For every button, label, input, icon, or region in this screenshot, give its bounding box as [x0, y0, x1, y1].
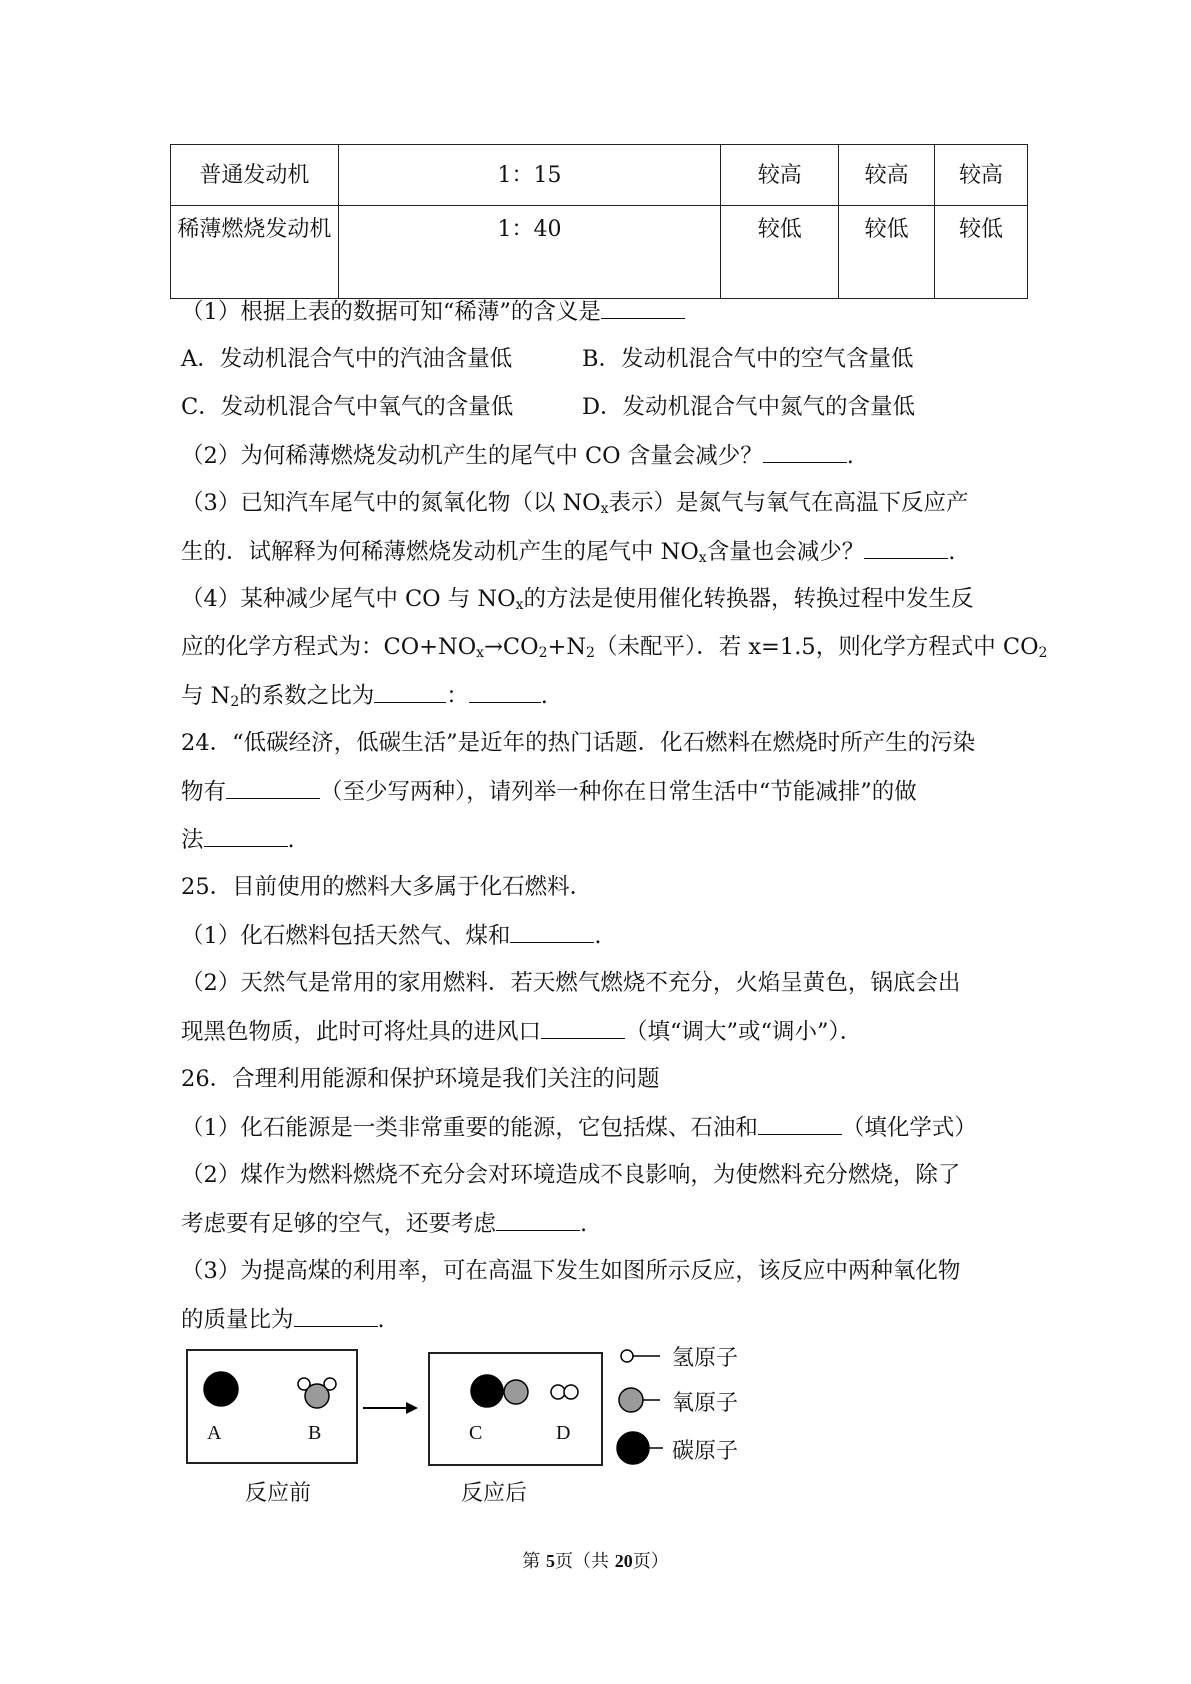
label-d: D	[556, 1422, 571, 1444]
table-cell: 较低	[721, 206, 839, 299]
question-text: （2）煤作为燃料燃烧不充分会对环境造成不良影响，为使燃料充分燃烧，除了	[181, 1162, 961, 1188]
question-text: 26．合理利用能源和保护环境是我们关注的问题	[181, 1066, 660, 1092]
question-text: （填“调大”或“调小”）．	[625, 1019, 863, 1045]
legend-oxygen-icon	[619, 1388, 643, 1412]
question-text: （未配平）．若 x=1.5，则化学方程式中 CO	[594, 634, 1039, 660]
question-text: →CO	[484, 634, 539, 660]
question-text: 的方法是使用催化转换器，转换过程中发生反	[523, 586, 974, 612]
table-cell: 1：15	[338, 145, 721, 206]
question-text: +N	[547, 634, 587, 660]
subscript: x	[698, 550, 707, 566]
colon: ：	[446, 683, 469, 709]
label-c: C	[469, 1422, 483, 1444]
subscript: x	[476, 645, 485, 661]
question-text: 生的．试解释为何稀薄燃烧发动机产生的尾气中 NO	[181, 539, 699, 565]
legend-oxygen-label: 氧原子	[672, 1391, 739, 1416]
question-text: 的系数之比为	[239, 683, 375, 709]
page-number: 5	[546, 1551, 555, 1571]
period: .	[846, 443, 854, 469]
question-text: （至少写两种），请列举一种你在日常生活中“节能减排”的做	[320, 779, 917, 805]
question-text: 表示）是氮气与氧气在高温下反应产	[608, 490, 969, 516]
option-d: D．发动机混合气中氮气的含量低	[582, 394, 916, 420]
question-text: 应的化学方程式为：CO+NO	[181, 634, 477, 660]
period: .	[540, 683, 548, 709]
table-cell: 1：40	[338, 206, 721, 299]
question-text: 现黑色物质，此时可将灶具的进风口	[181, 1019, 542, 1045]
question-text: （3）已知汽车尾气中的氮氧化物（以 NO	[181, 490, 601, 516]
question-text: （2）为何稀薄燃烧发动机产生的尾气中 CO 含量会减少？	[181, 443, 763, 469]
footer-text: 页）	[632, 1551, 669, 1572]
legend-carbon-icon	[617, 1432, 649, 1464]
question-text: （3）为提高煤的利用率，可在高温下发生如图所示反应，该反应中两种氧化物	[181, 1258, 961, 1284]
subscript: 2	[586, 645, 595, 661]
subscript: 2	[538, 645, 548, 661]
subscript: 2	[1038, 645, 1048, 661]
question-text: （1）根据上表的数据可知“稀薄”的含义是	[181, 299, 601, 325]
question-text: 考虑要有足够的空气，还要考虑	[181, 1211, 497, 1237]
table-cell: 稀薄燃烧发动机	[171, 206, 339, 299]
period: .	[594, 923, 602, 949]
legend-carbon-label: 碳原子	[672, 1439, 739, 1464]
table-cell: 较低	[935, 206, 1028, 299]
footer-text: 第	[522, 1551, 546, 1572]
question-text: （4）某种减少尾气中 CO 与 NO	[181, 586, 516, 612]
hydrogen-atom	[551, 1385, 565, 1399]
question-text: 25．目前使用的燃料大多属于化石燃料．	[181, 874, 593, 900]
period: .	[948, 539, 956, 565]
page-total: 20	[614, 1551, 633, 1571]
period: .	[580, 1211, 588, 1237]
table-cell: 较高	[935, 145, 1028, 206]
page-footer	[0, 1547, 1191, 1573]
label-a: A	[207, 1422, 222, 1444]
arrow-head-icon	[406, 1402, 418, 1414]
oxygen-atom	[504, 1380, 528, 1404]
question-text: 物有	[181, 779, 227, 805]
table-cell: 较低	[839, 206, 935, 299]
footer-text: 页（共	[555, 1551, 615, 1572]
question-text: 的质量比为	[181, 1307, 294, 1333]
subscript: 2	[230, 694, 240, 710]
table-cell: 较高	[721, 145, 839, 206]
legend-hydrogen-icon	[621, 1350, 633, 1362]
table-cell: 普通发动机	[171, 145, 339, 206]
question-text: （填化学式）	[841, 1115, 977, 1141]
option-a: A．发动机混合气中的汽油含量低	[181, 346, 513, 372]
carbon-atom	[471, 1375, 503, 1407]
option-c: C．发动机混合气中氧气的含量低	[181, 394, 514, 420]
caption-before: 反应前	[245, 1481, 312, 1506]
hydrogen-atom	[564, 1385, 578, 1399]
option-b: B．发动机混合气中的空气含量低	[582, 346, 914, 372]
subscript: x	[600, 501, 609, 517]
caption-after: 反应后	[461, 1481, 528, 1506]
period: .	[377, 1307, 385, 1333]
legend-hydrogen-label: 氢原子	[672, 1346, 739, 1371]
question-text: 法	[181, 827, 204, 853]
table-cell: 较高	[839, 145, 935, 206]
question-text: 含量也会减少？	[706, 539, 865, 565]
question-text: （2）天然气是常用的家用燃料．若天燃气燃烧不充分，火焰呈黄色，锅底会出	[181, 970, 961, 996]
carbon-atom	[204, 1372, 238, 1406]
oxygen-atom	[305, 1384, 329, 1408]
question-text: 24．“低碳经济，低碳生活”是近年的热门话题．化石燃料在燃烧时所产生的污染	[181, 730, 976, 756]
subscript: x	[515, 597, 524, 613]
question-text: 与 N	[181, 683, 231, 709]
label-b: B	[308, 1422, 322, 1444]
question-text: （1）化石能源是一类非常重要的能源，它包括煤、石油和	[181, 1115, 758, 1141]
period: .	[287, 827, 295, 853]
question-text: （1）化石燃料包括天然气、煤和	[181, 923, 511, 949]
